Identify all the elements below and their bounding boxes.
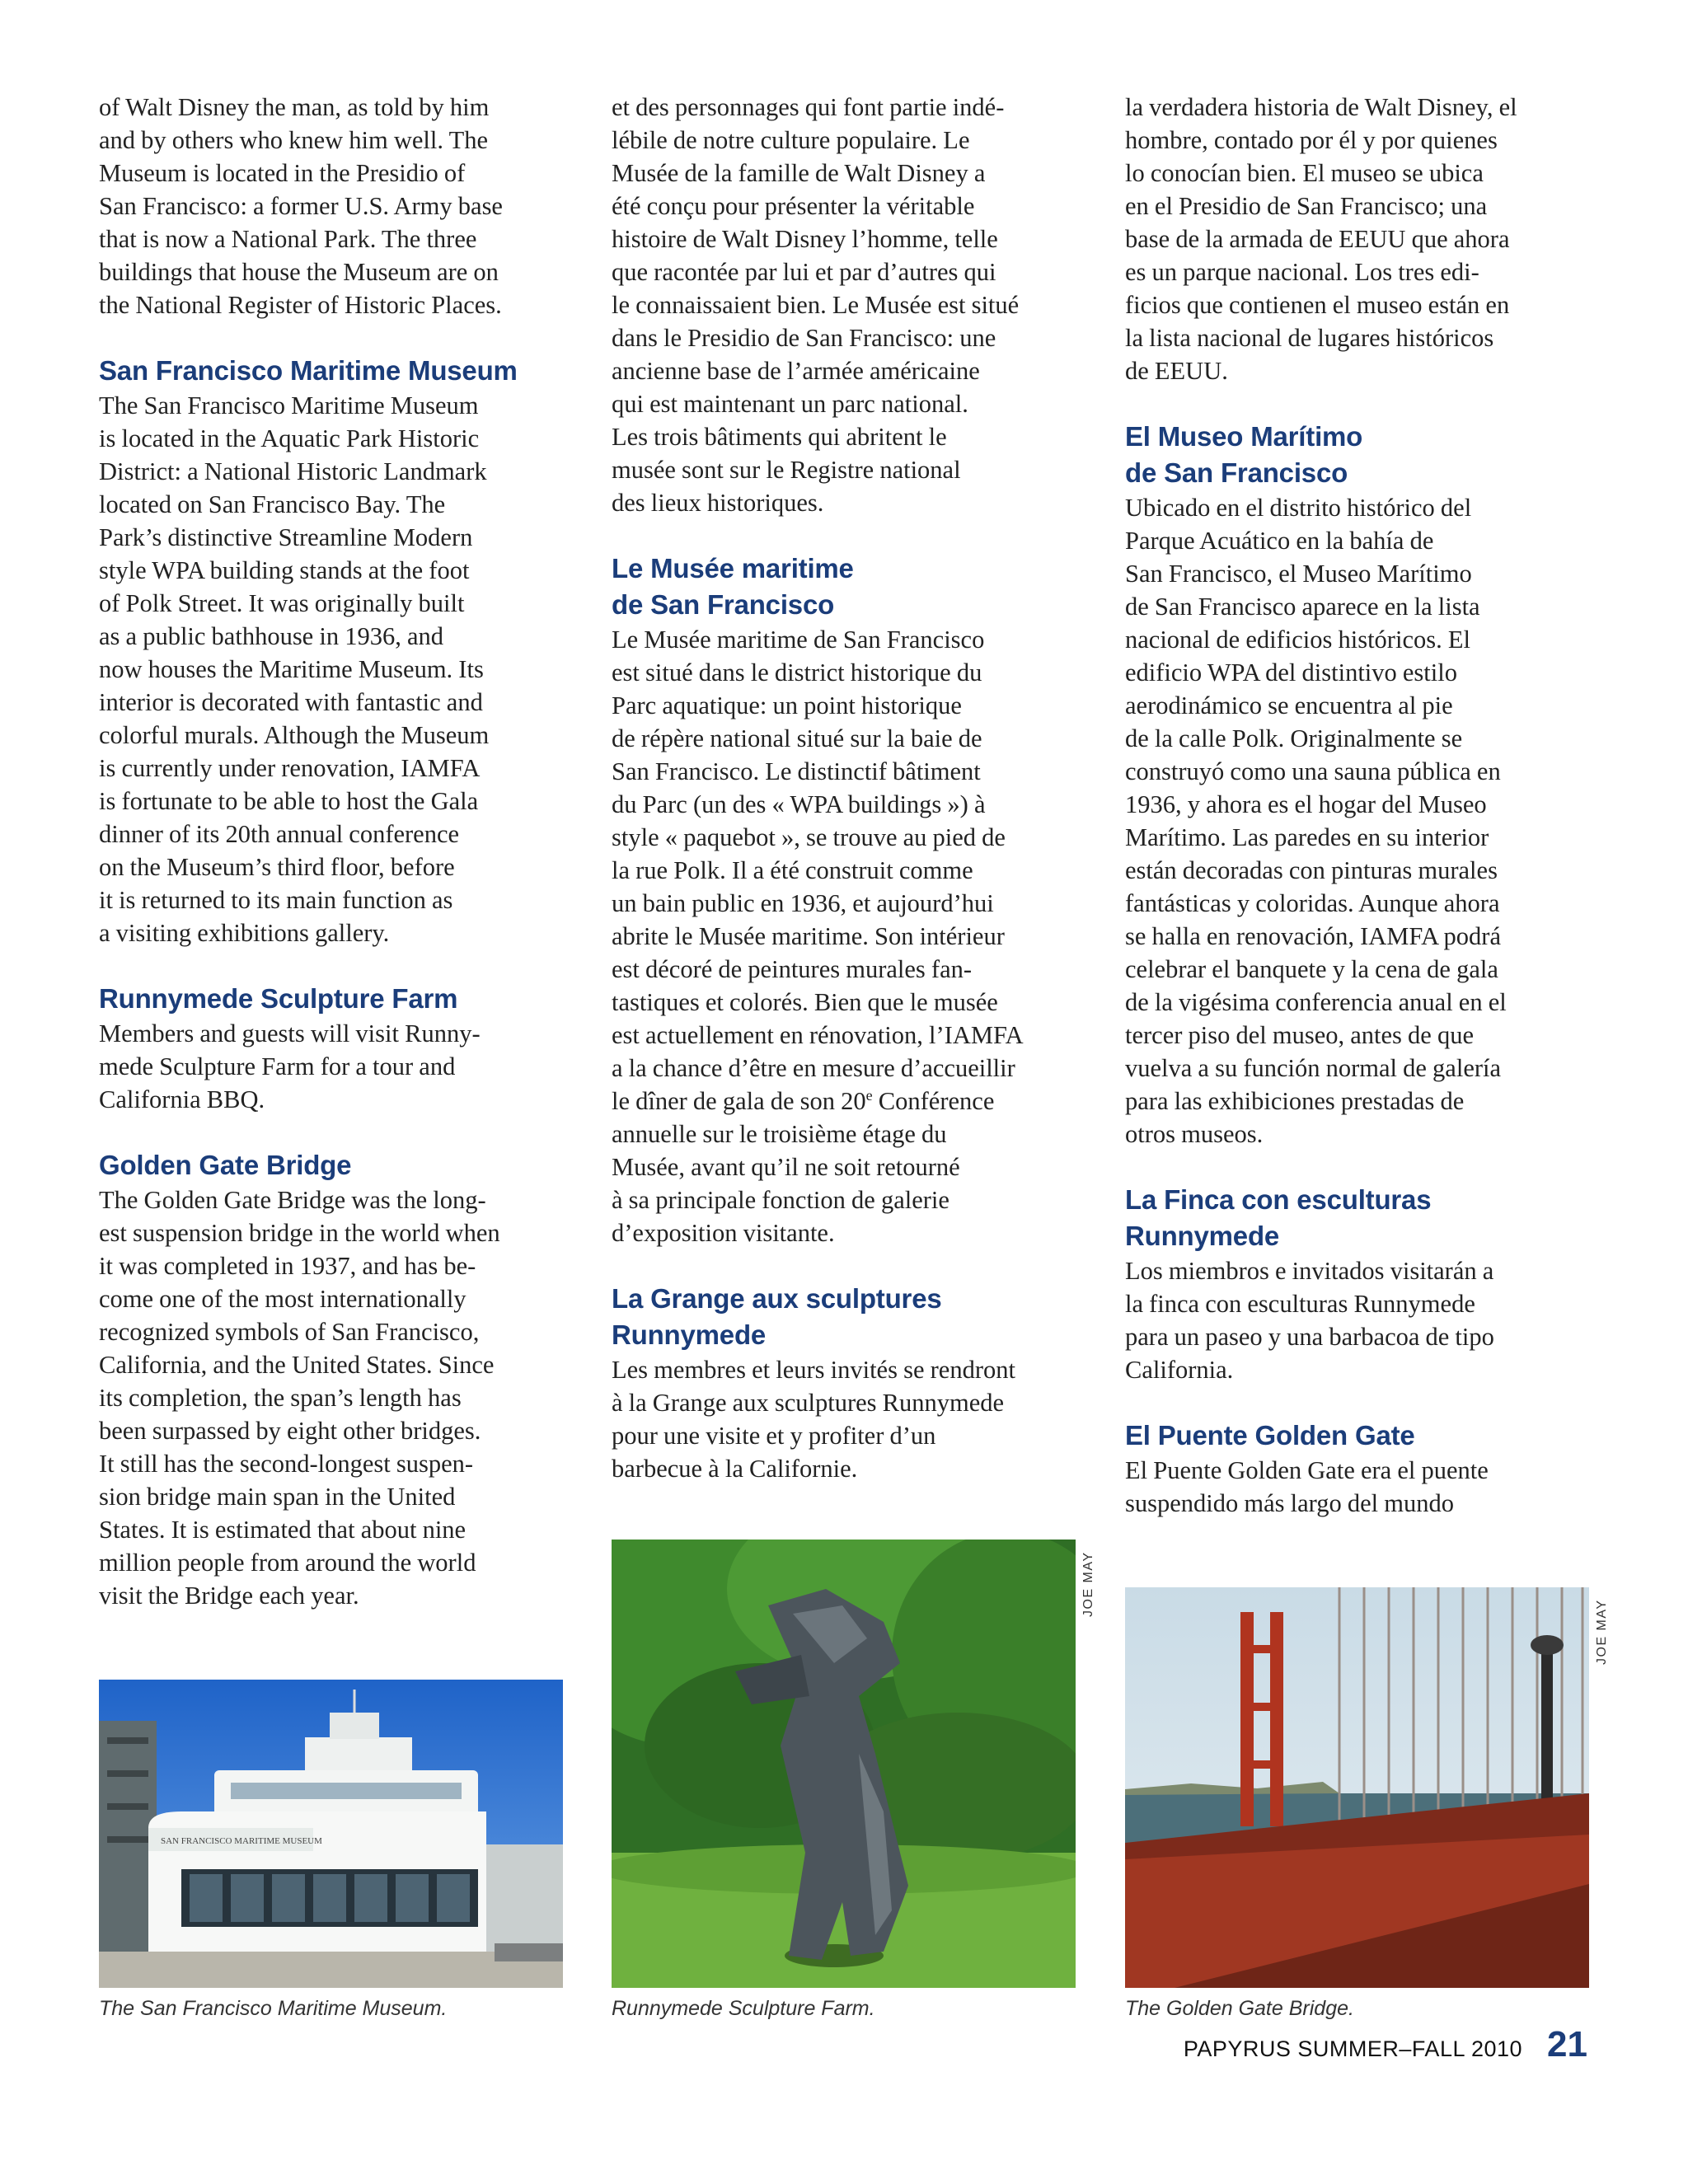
spanish-runnymede-heading: La Finca con esculturas Runnymede (1125, 1184, 1432, 1251)
french-maritime-paragraph (612, 623, 1073, 1249)
page-footer (1184, 2024, 1587, 2065)
golden-gate-paragraph: The Golden Gate Bridge was the long- est suspension bridge in the world when it was completed in 1937, and has be- come one of the most internationally recognized symbols of San Francisco, California, and the United States. Since its completion, the span’s length has been surpassed by eight other bridges. It still has the second-longest suspen- sion bridge main span in the United States. It is estimated that about nine million people from around the world visit the Bridge each year. (99, 1186, 500, 1610)
ordinal-superscript: e (865, 1086, 873, 1104)
spanish-maritime-heading: El Museo Marítimo de San Francisco (1125, 421, 1363, 488)
sculpture-farm-caption: Runnymede Sculpture Farm. (612, 1997, 875, 2020)
english-intro-paragraph: of Walt Disney the man, as told by him and by others who knew him well. The Museum is located in the Presidio of San Francisco: a former U.S. Army base that is now a National Park. The three buildings that house the Museum are on the National Register of Historic Places. (99, 93, 503, 319)
french-runnymede-heading: La Grange aux sculptures Runnymede (612, 1283, 942, 1350)
french-intro-paragraph: et des personnages qui font partie indé- lébile de notre culture populaire. Le Musée de la famille de Walt Disney a été conçu pour présenter la véritable histoire de Walt Disney l’homme, telle que racontée par lui et par d’autres qui le connaissaient bien. Le Musée est situé dans le Presidio de San Francisco: une ancienne base de l’armée américaine qui est maintenant un parc national. Les trois bâtiments qui abritent le musée sont sur le Registre national des lieux historiques. (612, 93, 1020, 517)
publication-title: PAPYRUS SUMMER–FALL 2010 (1183, 2036, 1523, 2061)
page-number: 21 (1547, 2024, 1587, 2064)
french-maritime-text-a: Le Musée maritime de San Francisco est situé dans le district historique du Parc aquatique: un point historique de répère national situé sur la baie de San Francisco. Le distinctif bâtiment du Parc (un des « WPA buildings ») à style « paquebot », se trouve au pied de la rue Polk. Il a été construit comme un bain public en 1936, et aujourd’hui abrite le Musée maritime. Son intérieur est décoré de peintures murales fan- tastiques et colorés. Bien que le musée est actuellement en rénovation, l’IAMFA a la chance d’être en mesure d’accueillir le dîner de gala de son 20 (612, 626, 1024, 1115)
spanish-bridge-paragraph: El Puente Golden Gate era el puente suspendido más largo del mundo (1125, 1456, 1489, 1517)
spanish-bridge-heading: El Puente Golden Gate (1125, 1420, 1415, 1451)
sculpture-farm-photo (612, 1540, 1076, 1988)
french-maritime-heading: Le Musée maritime de San Francisco (612, 553, 854, 620)
golden-gate-photo (1125, 1587, 1589, 1988)
maritime-museum-caption: The San Francisco Maritime Museum. (99, 1997, 448, 2020)
museum-sign: SAN FRANCISCO MARITIME MUSEUM (161, 1836, 322, 1846)
runnymede-heading: Runnymede Sculpture Farm (99, 983, 458, 1014)
maritime-museum-heading: San Francisco Maritime Museum (99, 355, 518, 386)
spanish-maritime-paragraph: Ubicado en el distrito histórico del Parque Acuático en la bahía de San Francisco, el Museo Marítimo de San Francisco aparece en la lista nacional de edificios históricos. El edificio WPA del distintivo estilo aerodinámico se encuentra al pie de la calle Polk. Originalmente se construyó como una sauna pública en 1936, y ahora es el hogar del Museo Marítimo. Las paredes en su interior están decoradas con pinturas murales fantásticas y coloridas. Aunque ahora se halla en renovación, IAMFA podrá celebrar el banquete y la cena de gala de la vigésima conferencia anual en el tercer piso del museo, antes de que vuelva a su función normal de galería para las exhibiciones prestadas de otros museos. (1125, 494, 1507, 1148)
spanish-intro-paragraph: la verdadera historia de Walt Disney, el hombre, contado por él y por quienes lo conocían bien. El museo se ubica en el Presidio de San Francisco; una base de la armada de EEUU que ahora es un parque nacional. Los tres edi- ficios que contienen el museo están en la lista nacional de lugares históricos de EEUU. (1125, 93, 1517, 385)
english-column (99, 91, 560, 1612)
spanish-runnymede-paragraph: Los miembros e invitados visitarán a la finca con esculturas Runnymede para un paseo y una barbacoa de tipo California. (1125, 1257, 1494, 1384)
maritime-museum-paragraph: The San Francisco Maritime Museum is located in the Aquatic Park Historic District: a National Historic Landmark located on San Francisco Bay. The Park’s distinctive Streamline Modern style WPA building stands at the foot of Polk Street. It was originally built as a public bathhouse in 1936, and now houses the Maritime Museum. Its interior is decorated with fantastic and colorful murals. Although the Museum is currently under renovation, IAMFA is fortunate to be able to host the Gala dinner of its 20th annual conference on the Museum’s third floor, before it is returned to its main function as a visiting exhibitions gallery. (99, 391, 490, 947)
runnymede-paragraph: Members and guests will visit Runny- mede Sculpture Farm for a tour and California BBQ. (99, 1019, 481, 1113)
golden-gate-caption: The Golden Gate Bridge. (1125, 1997, 1354, 2020)
golden-gate-heading: Golden Gate Bridge (99, 1150, 352, 1180)
french-column (612, 91, 1073, 1485)
bridge-photo-credit: JOE MAY (1595, 1599, 1609, 1665)
sculpture-photo-credit: JOE MAY (1081, 1551, 1095, 1617)
french-runnymede-paragraph: Les membres et leurs invités se rendront à la Grange aux sculptures Runnymede pour une visite et y profiter d’un barbecue à la Californie. (612, 1356, 1015, 1483)
french-maritime-text-b: Conférence annuelle sur le troisième étage du Musée, avant qu’il ne soit retourné à sa principale fonction de galerie d’exposition visitante. (612, 1087, 995, 1247)
spanish-column (1125, 91, 1587, 1520)
maritime-museum-photo (99, 1680, 563, 1988)
